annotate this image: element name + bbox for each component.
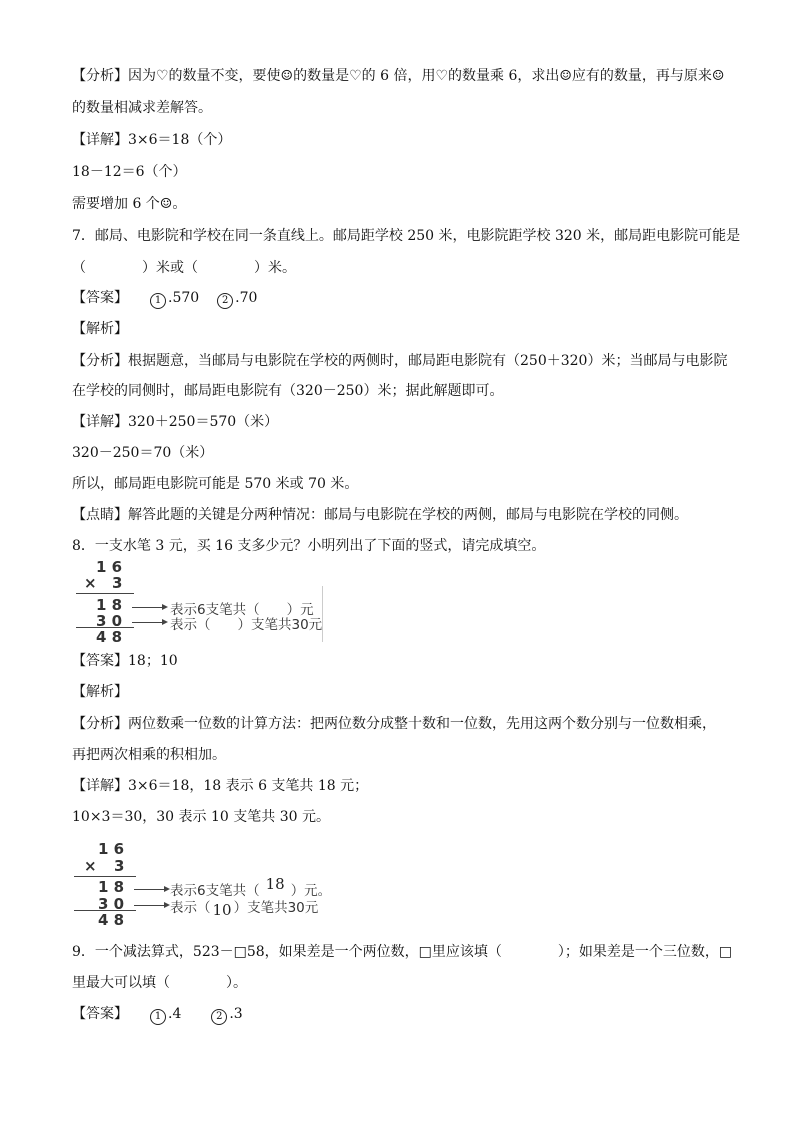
answer-2: .70 bbox=[235, 290, 258, 306]
figure-edge bbox=[322, 586, 323, 642]
question-9-line-1: 9．一个减法算式，523－□58，如果差是一个两位数，□里应该填（ ）；如果差是一个三位数，□ bbox=[72, 944, 733, 960]
row-multiplicand: 1 6 bbox=[98, 840, 125, 858]
multiplication-figure-question bbox=[72, 556, 342, 646]
label-text: ）元。 bbox=[290, 883, 332, 899]
label-text: 表示6支笔共（ bbox=[170, 883, 260, 899]
arrow-icon bbox=[132, 607, 162, 608]
question-8-text: 8．一支水笔 3 元，买 16 支多少元？小明列出了下面的竖式，请完成填空。 bbox=[72, 538, 546, 554]
question-8-jiexi: 【解析】 bbox=[72, 684, 128, 700]
question-7-answer bbox=[72, 288, 257, 309]
question-8-answer: 【答案】18；10 bbox=[72, 653, 178, 669]
detail-line-2: 18－12＝6（个） bbox=[72, 164, 187, 180]
row-product: 4 8 bbox=[98, 911, 125, 929]
question-8-analysis-2: 再把两次相乘的积相加。 bbox=[72, 747, 226, 763]
answer-1: .4 bbox=[168, 1006, 182, 1022]
row-product: 4 8 bbox=[96, 628, 123, 646]
row-partial-product-2: 3 0 bbox=[96, 612, 123, 630]
circled-number-1: 1 bbox=[150, 293, 166, 309]
rule-line bbox=[74, 876, 136, 877]
label-text: 表示（ bbox=[170, 900, 211, 916]
question-7-detail-1: 【详解】320＋250＝570（米） bbox=[72, 414, 279, 430]
answer-2: .3 bbox=[229, 1006, 243, 1022]
row-multiplier: 3 bbox=[114, 857, 125, 875]
rule-line bbox=[76, 593, 134, 594]
analysis-line-1: 【分析】因为♡的数量不变，要使☺的数量是♡的 6 倍，用♡的数量乘 6，求出☺应有的数量，再与原来☺ bbox=[72, 68, 725, 84]
question-7-detail-2: 320－250＝70（米） bbox=[72, 445, 214, 461]
question-7-analysis-1: 【分析】根据题意，当邮局与电影院在学校的两侧时，邮局距电影院有（250＋320）米；当邮局与电影院 bbox=[72, 353, 728, 369]
detail-line-1: 【详解】3×6＝18（个） bbox=[72, 132, 232, 148]
answer-tag: 【答案】 bbox=[72, 1006, 128, 1022]
circled-number-1: 1 bbox=[150, 1009, 166, 1025]
multiplication-figure-solution bbox=[72, 838, 342, 930]
filled-answer: 18 bbox=[265, 875, 285, 893]
times-sign: × bbox=[84, 574, 97, 592]
circled-number-2: 2 bbox=[217, 293, 233, 309]
row-multiplier: 3 bbox=[112, 574, 123, 592]
annotation-label-2 bbox=[170, 896, 319, 919]
answer-tag: 【答案】 bbox=[72, 290, 128, 306]
answer-1: .570 bbox=[168, 290, 200, 306]
annotation-label-2: 表示（ ）支笔共30元 bbox=[170, 617, 323, 633]
question-8-detail-2: 10×3＝30，30 表示 10 支笔共 30 元。 bbox=[72, 809, 330, 825]
question-7-line-1: 7．邮局、电影院和学校在同一条直线上。邮局距学校 250 米，电影院距学校 320 米，邮局距电影院可能是 bbox=[72, 228, 741, 244]
question-9-line-2: 里最大可以填（ ）。 bbox=[72, 975, 247, 991]
detail-line-3: 需要增加 6 个☺。 bbox=[72, 196, 187, 212]
question-7-jiexi: 【解析】 bbox=[72, 321, 128, 337]
annotation-label-1: 表示6支笔共（ ）元 bbox=[170, 602, 314, 618]
row-partial-product-1: 1 8 bbox=[98, 878, 125, 896]
arrow-icon bbox=[134, 905, 164, 906]
question-7-key-point: 【点睛】解答此题的关键是分两种情况：邮局与电影院在学校的两侧，邮局与电影院在学校的同侧。 bbox=[72, 507, 688, 523]
question-7-detail-3: 所以，邮局距电影院可能是 570 米或 70 米。 bbox=[72, 476, 359, 492]
question-7-analysis-2: 在学校的同侧时，邮局距电影院有（320－250）米；据此解题即可。 bbox=[72, 383, 504, 399]
question-7-line-2: （ ）米或（ ）米。 bbox=[72, 260, 296, 276]
question-8-analysis-1: 【分析】两位数乘一位数的计算方法：把两位数分成整十数和一位数，先用这两个数分别与一位数相乘， bbox=[72, 716, 716, 732]
row-partial-product-2: 3 0 bbox=[98, 895, 125, 913]
arrow-icon bbox=[134, 889, 164, 890]
filled-answer: 10 bbox=[212, 901, 232, 919]
arrow-icon bbox=[132, 622, 162, 623]
circled-number-2: 2 bbox=[211, 1009, 227, 1025]
question-9-answer bbox=[72, 1004, 243, 1025]
question-8-detail-1: 【详解】3×6＝18，18 表示 6 支笔共 18 元； bbox=[72, 778, 369, 794]
analysis-line-2: 的数量相减求差解答。 bbox=[72, 100, 212, 116]
times-sign: × bbox=[84, 857, 97, 875]
label-text: ）支笔共30元 bbox=[233, 900, 319, 916]
row-partial-product-1: 1 8 bbox=[96, 596, 123, 614]
row-multiplicand: 1 6 bbox=[96, 558, 123, 576]
